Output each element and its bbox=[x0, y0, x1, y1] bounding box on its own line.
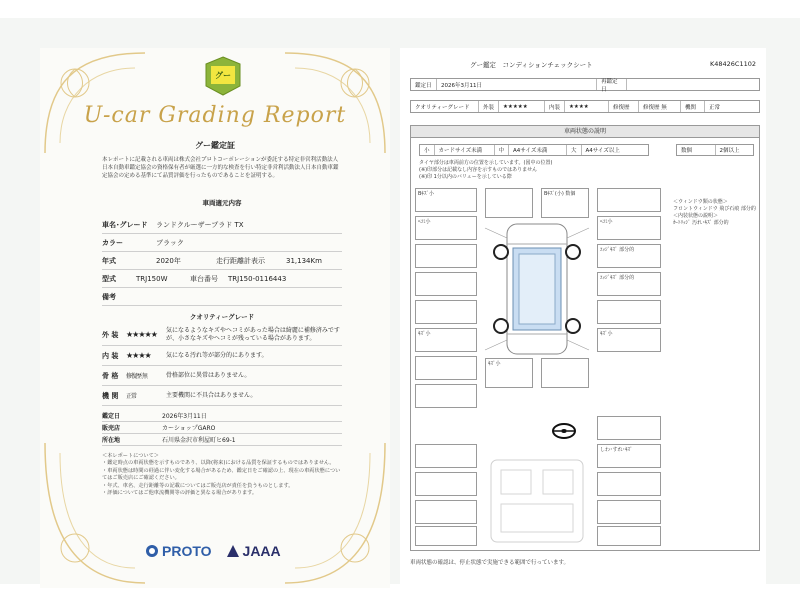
check-sheet-title: グー鑑定 コンディションチェックシート bbox=[470, 61, 593, 69]
certificate-notes bbox=[102, 453, 342, 497]
grading-certificate bbox=[40, 48, 390, 588]
proto-logo-text: PROTO bbox=[162, 543, 212, 559]
window-note-line: ｶｰﾄﾘｯｼﾞ 汚れ･ｷｽﾞ 部分的 bbox=[673, 220, 729, 226]
window-note-line: ＜ウィンドウ類の状態＞ bbox=[673, 199, 728, 205]
annotation-box bbox=[415, 356, 477, 380]
date-value: 2026年3月11日 bbox=[437, 79, 597, 90]
vehicle-model-label: 型式 bbox=[102, 274, 116, 283]
window-note-line: フロントウィンドウ 飛び石痕 部分的 bbox=[673, 206, 756, 212]
diagram-legend bbox=[419, 160, 552, 181]
vehicle-mileage-label: 走行距離計表示 bbox=[216, 256, 265, 265]
annotation-box bbox=[415, 526, 477, 546]
condition-panel-title: 車両状態の説明 bbox=[411, 126, 759, 138]
grade-engine-row bbox=[102, 386, 342, 406]
date-row bbox=[410, 78, 760, 91]
info-date-value: 2026年3月11日 bbox=[162, 413, 207, 420]
note-item: ・年式、車名、走行距離等の記載についてはご販売店が責任を負うものとします。 bbox=[102, 482, 294, 489]
count-label: 数個 bbox=[677, 145, 716, 155]
exterior-label: 外装 bbox=[479, 101, 499, 112]
vehicle-chassis-value: TRJ150-0116443 bbox=[228, 274, 287, 283]
info-dealer-value: カーショップGARO bbox=[162, 425, 216, 432]
quality-section-heading: クオリティーグレード bbox=[189, 313, 255, 321]
size-large-label: 大 bbox=[567, 145, 582, 155]
count-value: 2個以上 bbox=[719, 148, 740, 154]
vehicle-name-row bbox=[102, 216, 342, 234]
reinspect-value bbox=[627, 79, 759, 90]
annotation-box bbox=[415, 272, 477, 296]
damage-size-legend bbox=[419, 144, 649, 156]
vehicle-model-value: TRJ150W bbox=[136, 274, 168, 283]
goo-appraisal-badge-icon bbox=[203, 56, 243, 96]
info-date-row bbox=[102, 410, 342, 422]
grade-engine-value: 正常 bbox=[126, 393, 137, 400]
note-item: ・鑑定時点の車両状態を示すものであり、以降(将来)における品質を保証するものではありません。 bbox=[102, 460, 335, 467]
annotation-box: Bｷｽﾞ(小) 数個 bbox=[541, 188, 589, 218]
car-top-view-diagram bbox=[481, 214, 593, 364]
info-address-value: 石川県金沢市利屋町ヒ69-1 bbox=[162, 437, 236, 444]
proto-mark-icon bbox=[145, 544, 159, 558]
interior-label: 内装 bbox=[545, 101, 565, 112]
frame-value: 修復歴 無 bbox=[639, 101, 681, 112]
annotation-box bbox=[415, 300, 477, 324]
annotation-box bbox=[415, 500, 477, 524]
grade-exterior-desc: 気になるようなキズやヘコミがあった場合は綺麗に補修済みですが、小さなキズやヘコミが残っている場合があります。 bbox=[166, 326, 340, 342]
size-small-desc: カードサイズ未満 bbox=[435, 145, 495, 155]
grade-exterior-stars: ★★★★★ bbox=[126, 330, 157, 339]
vehicle-model-row bbox=[102, 270, 342, 288]
window-note-line: ＜内装状態の説明＞ bbox=[673, 213, 719, 219]
legend-line: タイヤ部分は車両前方の位置を示しています。(図中の位置) bbox=[419, 160, 553, 166]
grade-interior-label: 内 装 bbox=[102, 351, 119, 360]
annotation-box: しわ･すれ･ｷｽﾞ bbox=[597, 444, 661, 468]
annotation-box bbox=[415, 472, 477, 496]
size-medium-label: 中 bbox=[495, 145, 510, 155]
check-sheet-footnote: 車両状態の確認は、停止状態で実施できる範囲で行っています。 bbox=[410, 560, 570, 566]
quality-label: クオリティーグレード bbox=[411, 101, 479, 112]
grade-frame-desc: 骨格部位に異常はありません。 bbox=[166, 371, 251, 379]
vehicle-name-value: ランドクルーザープラド TX bbox=[156, 220, 244, 229]
car-interior-diagram bbox=[481, 456, 593, 546]
annotation-box: ｷｽﾞ小 bbox=[485, 358, 533, 388]
legend-line: (※)印 1分以内のバリューを示している際 bbox=[419, 174, 512, 180]
vehicle-remarks-row bbox=[102, 288, 342, 306]
damage-count-legend bbox=[676, 144, 754, 156]
annotation-box: ｴｯｼﾞｷｽﾞ 部分的 bbox=[597, 272, 661, 296]
reinspect-label: 再鑑定日 bbox=[597, 79, 627, 90]
grade-frame-label: 骨 格 bbox=[102, 371, 119, 380]
annotation-box bbox=[597, 416, 661, 440]
notes-title: ＜本レポートについて＞ bbox=[102, 453, 159, 459]
vehicle-mileage-value: 31,134Km bbox=[286, 256, 322, 265]
info-address-row bbox=[102, 434, 342, 446]
proto-logo bbox=[145, 543, 212, 559]
window-condition-note bbox=[673, 199, 758, 227]
annotation-box: ｴｯｼﾞｷｽﾞ 部分的 bbox=[597, 244, 661, 268]
grade-frame-value: 修復歴 無 bbox=[126, 373, 147, 380]
certificate-title: U-car Grading Report bbox=[83, 103, 347, 128]
size-small-label: 小 bbox=[420, 145, 435, 155]
grade-exterior-label: 外 装 bbox=[102, 330, 119, 339]
jaaa-mark-icon bbox=[226, 544, 240, 558]
jaaa-logo-text: JAAA bbox=[242, 543, 281, 559]
grade-interior-row bbox=[102, 346, 342, 366]
jaaa-logo bbox=[226, 543, 281, 559]
annotation-box bbox=[597, 500, 661, 524]
logo-row bbox=[145, 543, 281, 559]
document-scan bbox=[0, 18, 800, 584]
exterior-stars: ★★★★★ bbox=[499, 101, 545, 112]
vehicle-remarks-label: 備考 bbox=[102, 292, 116, 301]
annotation-box bbox=[597, 472, 661, 496]
info-date-label: 鑑定日 bbox=[102, 413, 121, 420]
check-sheet-id: K48426C1102 bbox=[709, 60, 756, 68]
annotation-box bbox=[597, 526, 661, 546]
note-item: ・車両状態は時間の経過に伴い変化する場合があるため、鑑定日をご確認の上、現在の車両状態についてはご販売店にご確認ください。 bbox=[102, 467, 341, 482]
annotation-box: ﾍｺﾐ小 bbox=[415, 216, 477, 240]
date-label: 鑑定日 bbox=[411, 79, 437, 90]
steering-wheel-icon bbox=[551, 422, 577, 440]
legend-line: (※)印部分は記載なし内容を示すものではありません bbox=[419, 167, 538, 173]
grade-interior-stars: ★★★★ bbox=[126, 351, 151, 360]
vehicle-section-heading: 車両適元内容 bbox=[202, 199, 242, 207]
engine-value: 正常 bbox=[709, 104, 721, 111]
annotation-box bbox=[597, 188, 661, 212]
note-item: ・評価についてはご他車流機関等の評価と異なる場合があります。 bbox=[102, 490, 258, 497]
vehicle-color-value: ブラック bbox=[156, 238, 184, 247]
size-medium-desc: A4サイズ未満 bbox=[509, 145, 567, 155]
certificate-subtitle: グー鑑定証 bbox=[195, 141, 235, 150]
info-address-label: 所在地 bbox=[102, 437, 121, 444]
annotation-box: ｷｽﾞ小 bbox=[597, 328, 661, 352]
vehicle-color-row bbox=[102, 234, 342, 252]
engine-label: 機関 bbox=[681, 101, 705, 112]
annotation-box bbox=[597, 300, 661, 324]
info-dealer-label: 販売店 bbox=[102, 425, 121, 432]
size-large-desc: A4サイズ以上 bbox=[585, 148, 620, 154]
certificate-intro: 本レポートに記載される車両は株式会社プロトコーポレーションが委託する特定非営利活動法人日本自動車鑑定協会の資格保有者が厳選に一方的な検査を行い特定非営利活動法人日本自動車鑑定協会の定める基準にて品質評価を行ったものであることを証明する。 bbox=[102, 157, 339, 179]
grade-exterior-row bbox=[102, 324, 342, 346]
vehicle-year-label: 年式 bbox=[102, 256, 116, 265]
vehicle-condition-panel bbox=[410, 125, 760, 551]
interior-stars: ★★★★ bbox=[565, 101, 609, 112]
info-dealer-row bbox=[102, 422, 342, 434]
quality-row bbox=[410, 100, 760, 113]
annotation-box: Bｷｽﾞ小 bbox=[415, 188, 477, 212]
vehicle-year-value: 2020年 bbox=[156, 256, 181, 265]
vehicle-year-row bbox=[102, 252, 342, 270]
grade-engine-desc: 主要機関に不具合はありません。 bbox=[166, 391, 257, 399]
vehicle-chassis-label: 車台番号 bbox=[190, 274, 218, 283]
vehicle-name-label: 車名･グレード bbox=[102, 220, 148, 229]
grade-engine-label: 機 関 bbox=[102, 391, 119, 400]
annotation-box bbox=[415, 244, 477, 268]
grade-interior-desc: 気になる汚れ等が部分的にあります。 bbox=[166, 351, 268, 359]
annotation-box bbox=[415, 384, 477, 408]
annotation-box bbox=[415, 444, 477, 468]
frame-label: 修復歴 bbox=[609, 101, 639, 112]
annotation-box: ﾍｺﾐ小 bbox=[597, 216, 661, 240]
condition-check-sheet bbox=[400, 48, 766, 588]
annotation-box: ｷｽﾞ小 bbox=[415, 328, 477, 352]
grade-frame-row bbox=[102, 366, 342, 386]
svg-text:グー: グー bbox=[215, 71, 231, 80]
vehicle-color-label: カラー bbox=[102, 238, 123, 247]
